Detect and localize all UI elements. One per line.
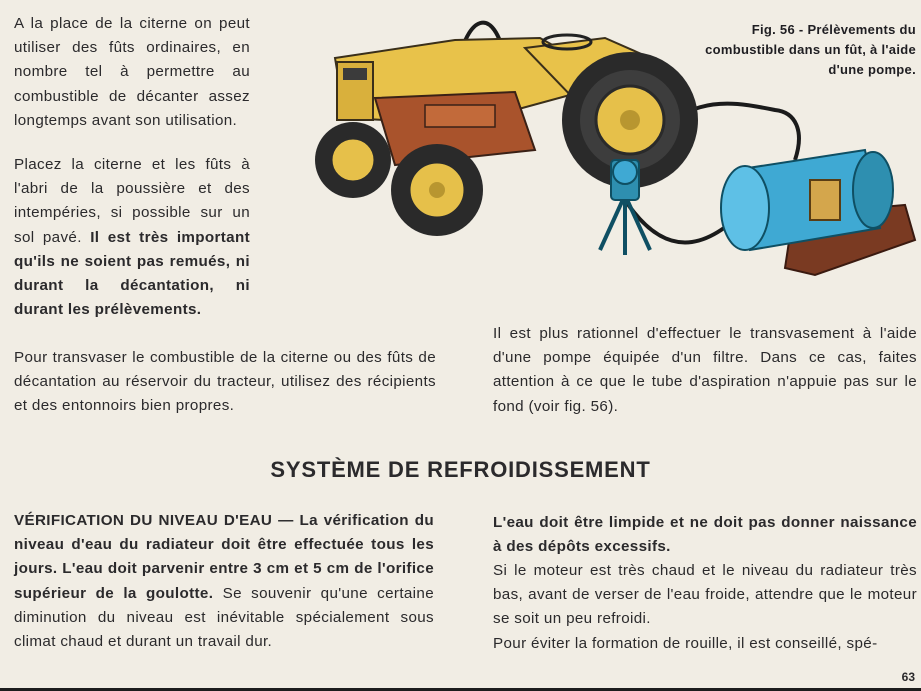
paragraph-hot-engine: Si le moteur est très chaud et le niveau du radiateur très bas, avant de verser de l'eau froide, attendre que le moteur se soit un peu refroidi. (493, 562, 917, 628)
paragraph-water-quality-warning: L'eau doit être limpide et ne doit pas donner naissance à des dépôts excessifs. (493, 514, 917, 556)
fig-56-caption: Fig. 56 - Prélèvements du combustible dans un fût, à l'aide d'une pompe. (705, 22, 916, 77)
water-level-title: VÉRIFICATION DU NIVEAU D'EAU (14, 512, 273, 529)
water-level-dash: — (272, 512, 300, 529)
storage-advice-text: Placez la citerne et les fûts à l'abri de la poussière et des intempéries, si possible sur un sol pavé. (14, 156, 250, 246)
water-level-note: Se souvenir qu'une certaine diminution du niveau est inévitable spécialement sous climat chaud et durant un travail dur. (14, 584, 435, 651)
paragraph-water-level (14, 509, 434, 654)
paragraph-transfer-manual: Pour transvaser le combustible de la citerne ou des fûts de décantation au réservoir du tracteur, utilisez des récipients et des entonnoirs bien propres. (14, 349, 436, 415)
paragraph-rust-prevention: Pour éviter la formation de rouille, il est conseillé, spé- (493, 635, 878, 652)
paragraph-fut-alternative: A la place de la citerne on peut utiliser des fûts ordinaires, en nombre tel à permettre au combustible de décanter assez longtemps avant son utilisation. (14, 15, 250, 129)
paragraph-transfer-pump: Il est plus rationnel d'effectuer le transvasement à l'aide d'une pompe équipée d'un filtre. Dans ce cas, faites attention à ce que le tube d'aspiration n'appuie pas sur le fond (voir fig. 56). (493, 325, 917, 415)
storage-warning: Il est très important qu'ils ne soient pas remués, ni durant la décantation, ni durant les prélèvements. (14, 228, 251, 319)
page-number: 63 (901, 670, 915, 684)
section-title: SYSTÈME DE REFROIDISSEMENT (270, 457, 651, 482)
water-level-instructions: La vérification du niveau d'eau du radiateur doit être effectuée tous les jours. L'eau doit parvenir entre 3 cm et 5 cm de l'orifice supérieur de la goulotte. (14, 512, 434, 602)
paragraph-storage-advice (14, 153, 250, 322)
